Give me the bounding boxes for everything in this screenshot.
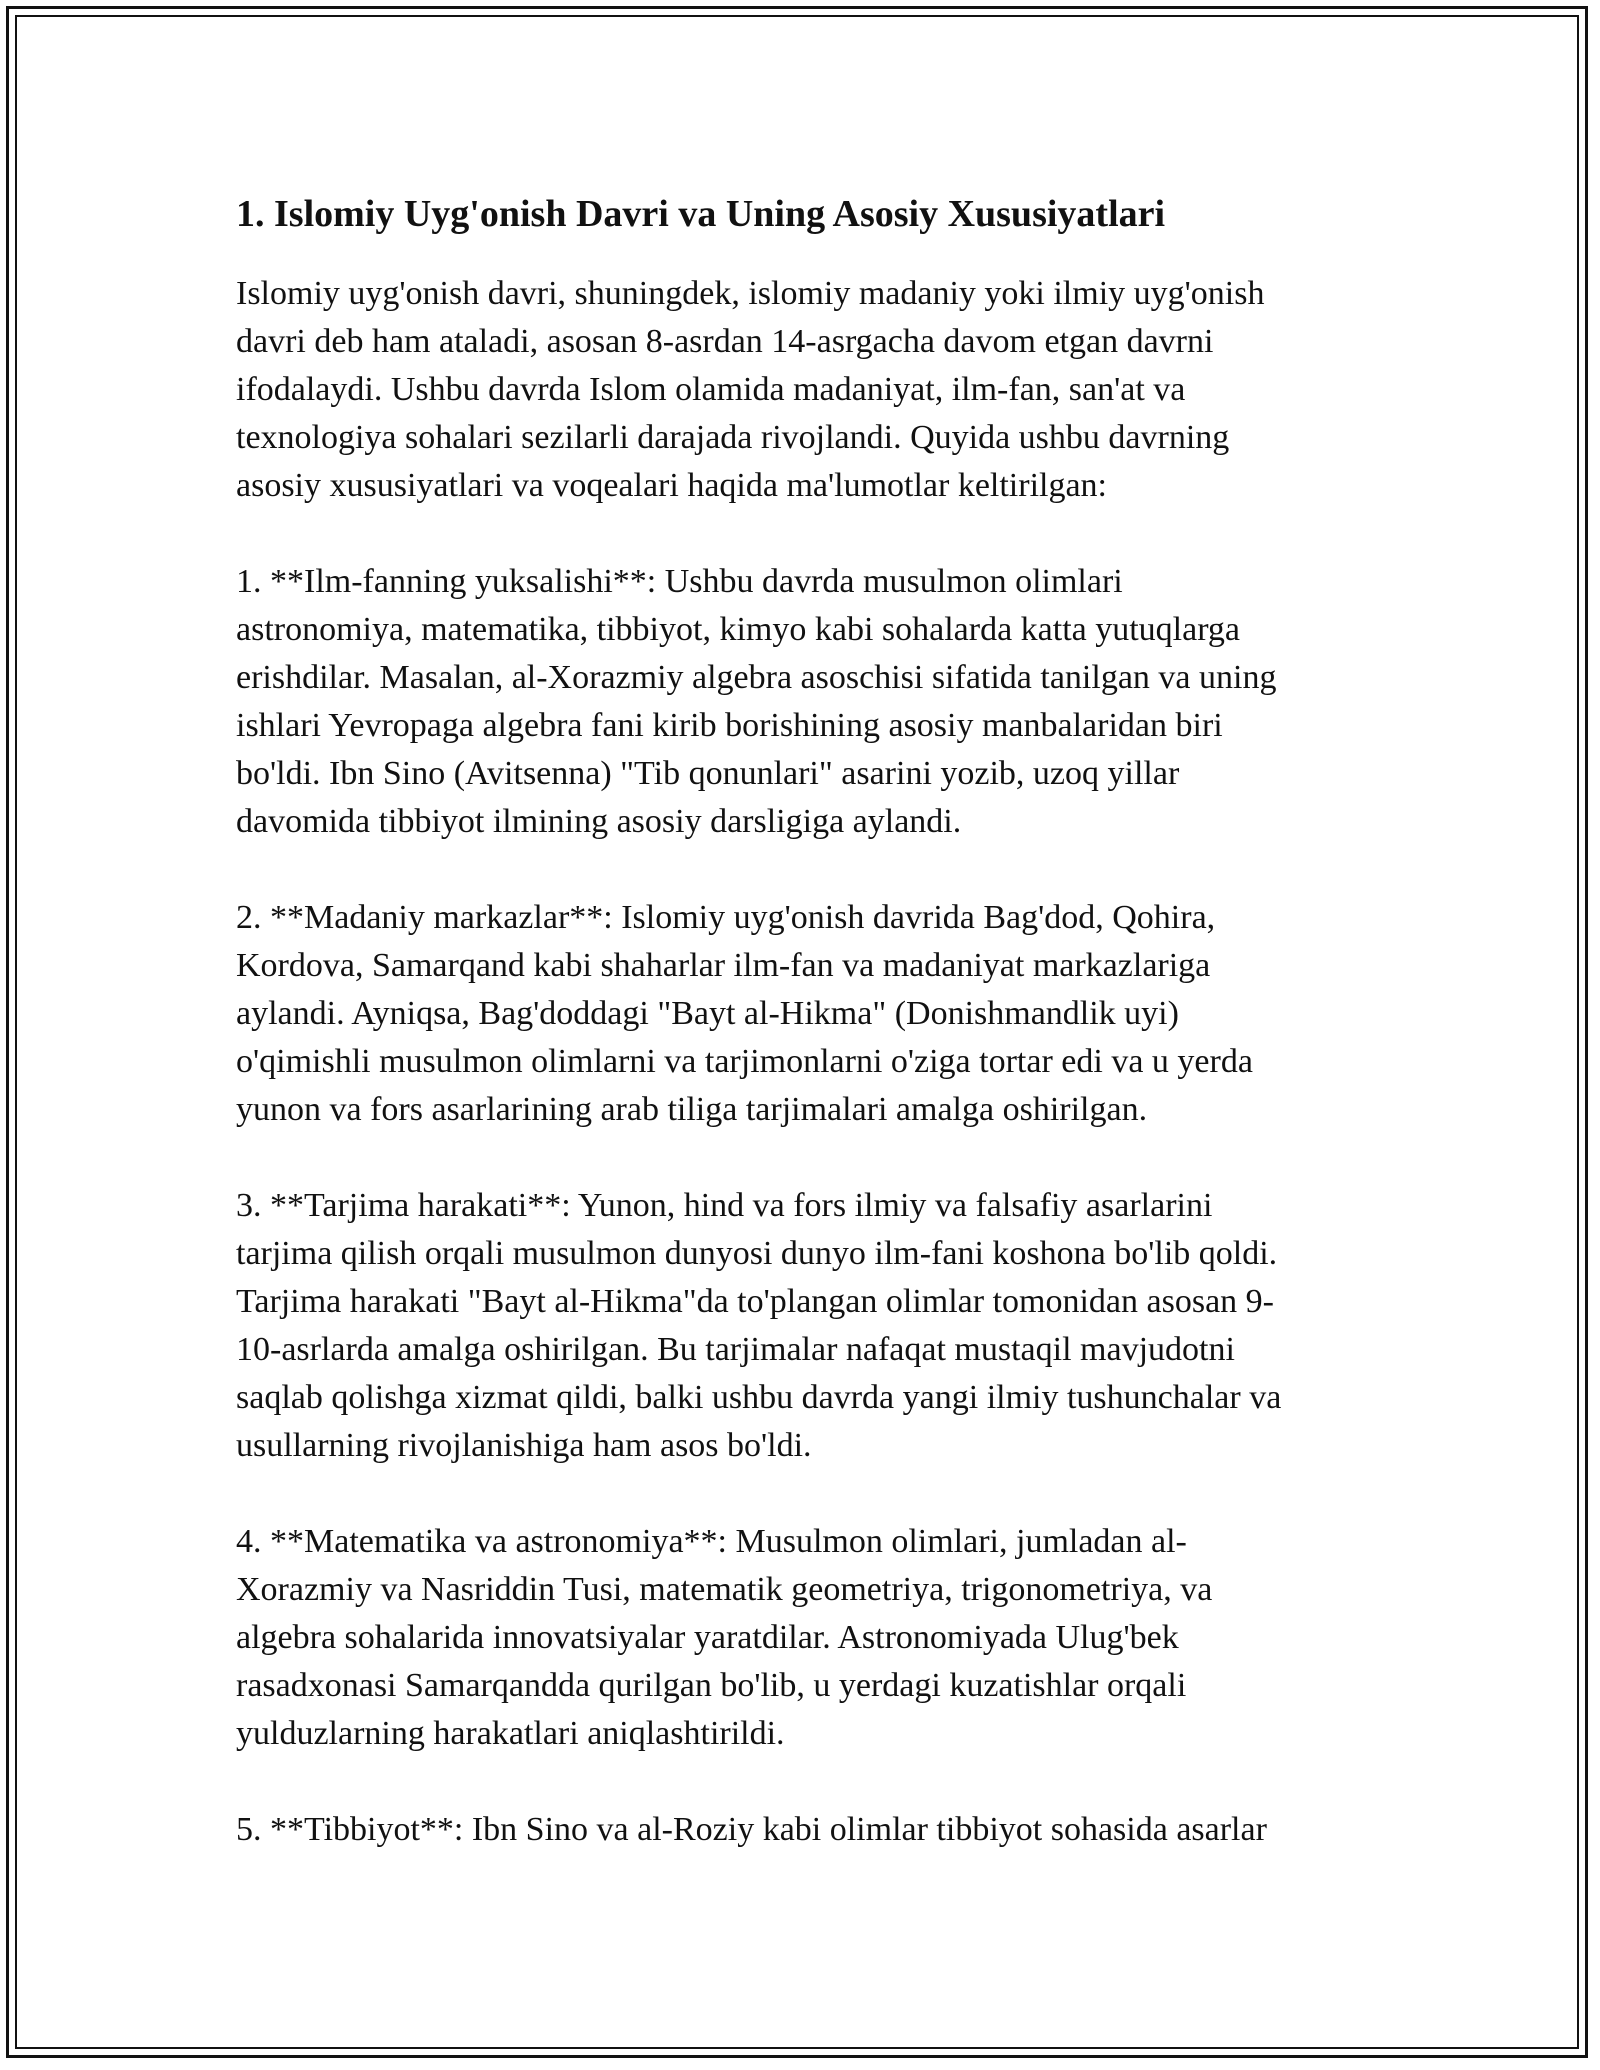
- text-line: Islomiy uyg'onish davri, shuningdek, islomiy madaniy yoki ilmiy uyg'onish: [236, 275, 1265, 312]
- text-line: ishlari Yevropaga algebra fani kirib borishining asosiy manbalaridan biri: [236, 707, 1223, 744]
- text-line: Tarjima harakati "Bayt al-Hikma"da to'plangan olimlar tomonidan asosan 9-: [236, 1283, 1274, 1320]
- list-item-1-paragraph: [236, 558, 1376, 846]
- text-line: saqlab qolishga xizmat qildi, balki ushbu davrda yangi ilmiy tushunchalar va: [236, 1379, 1282, 1416]
- text-line: 4. **Matematika va astronomiya**: Musulmon olimlari, jumladan al-: [236, 1523, 1187, 1560]
- text-line: erishdilar. Masalan, al-Xorazmiy algebra asoschisi sifatida tanilgan va uning: [236, 659, 1277, 696]
- document-title: 1. Islomiy Uyg'onish Davri va Uning Asosiy Xususiyatlari: [236, 193, 1166, 235]
- intro-paragraph: [236, 270, 1376, 510]
- text-line: algebra sohalarida innovatsiyalar yaratdilar. Astronomiyada Ulug'bek: [236, 1619, 1179, 1656]
- text-line: 1. **Ilm-fanning yuksalishi**: Ushbu davrda musulmon olimlari: [236, 563, 1123, 600]
- text-line: Kordova, Samarqand kabi shaharlar ilm-fan va madaniyat markazlariga: [236, 947, 1211, 984]
- text-line: Xorazmiy va Nasriddin Tusi, matematik geometriya, trigonometriya, va: [236, 1571, 1213, 1608]
- text-line: yulduzlarning harakatlari aniqlashtirildi.: [236, 1715, 785, 1752]
- text-line: 5. **Tibbiyot**: Ibn Sino va al-Roziy kabi olimlar tibbiyot sohasida asarlar: [236, 1811, 1267, 1848]
- text-line: yunon va fors asarlarining arab tiliga tarjimalari amalga oshirilgan.: [236, 1091, 1148, 1128]
- text-line: o'qimishli musulmon olimlarni va tarjimonlarni o'ziga tortar edi va u yerda: [236, 1043, 1253, 1080]
- document-body: [236, 186, 1376, 1902]
- list-item-3-paragraph: [236, 1182, 1376, 1470]
- text-line: 3. **Tarjima harakati**: Yunon, hind va fors ilmiy va falsafiy asarlarini: [236, 1187, 1213, 1224]
- text-line: usullarning rivojlanishiga ham asos bo'ldi.: [236, 1427, 812, 1464]
- list-item-4-paragraph: [236, 1518, 1376, 1758]
- text-line: davomida tibbiyot ilmining asosiy darsligiga aylandi.: [236, 803, 962, 840]
- text-line: 2. **Madaniy markazlar**: Islomiy uyg'onish davrida Bag'dod, Qohira,: [236, 899, 1216, 936]
- text-line: asosiy xususiyatlari va voqealari haqida ma'lumotlar keltirilgan:: [236, 467, 1108, 504]
- list-item-5-paragraph: [236, 1806, 1376, 1854]
- text-line: bo'ldi. Ibn Sino (Avitsenna) "Tib qonunlari" asarini yozib, uzoq yillar: [236, 755, 1180, 792]
- text-line: ifodalaydi. Ushbu davrda Islom olamida madaniyat, ilm-fan, san'at va: [236, 371, 1186, 408]
- text-line: davri deb ham ataladi, asosan 8-asrdan 14-asrgacha davom etgan davrni: [236, 323, 1214, 360]
- text-line: rasadxonasi Samarqandda qurilgan bo'lib, u yerdagi kuzatishlar orqali: [236, 1667, 1187, 1704]
- text-line: texnologiya sohalari sezilarli darajada rivojlandi. Quyida ushbu davrning: [236, 419, 1230, 456]
- text-line: tarjima qilish orqali musulmon dunyosi dunyo ilm-fani koshona bo'lib qoldi.: [236, 1235, 1278, 1272]
- text-line: aylandi. Ayniqsa, Bag'doddagi "Bayt al-Hikma" (Donishmandlik uyi): [236, 995, 1179, 1032]
- list-item-2-paragraph: [236, 894, 1376, 1134]
- text-line: astronomiya, matematika, tibbiyot, kimyo kabi sohalarda katta yutuqlarga: [236, 611, 1241, 648]
- text-line: 10-asrlarda amalga oshirilgan. Bu tarjimalar nafaqat mustaqil mavjudotni: [236, 1331, 1235, 1368]
